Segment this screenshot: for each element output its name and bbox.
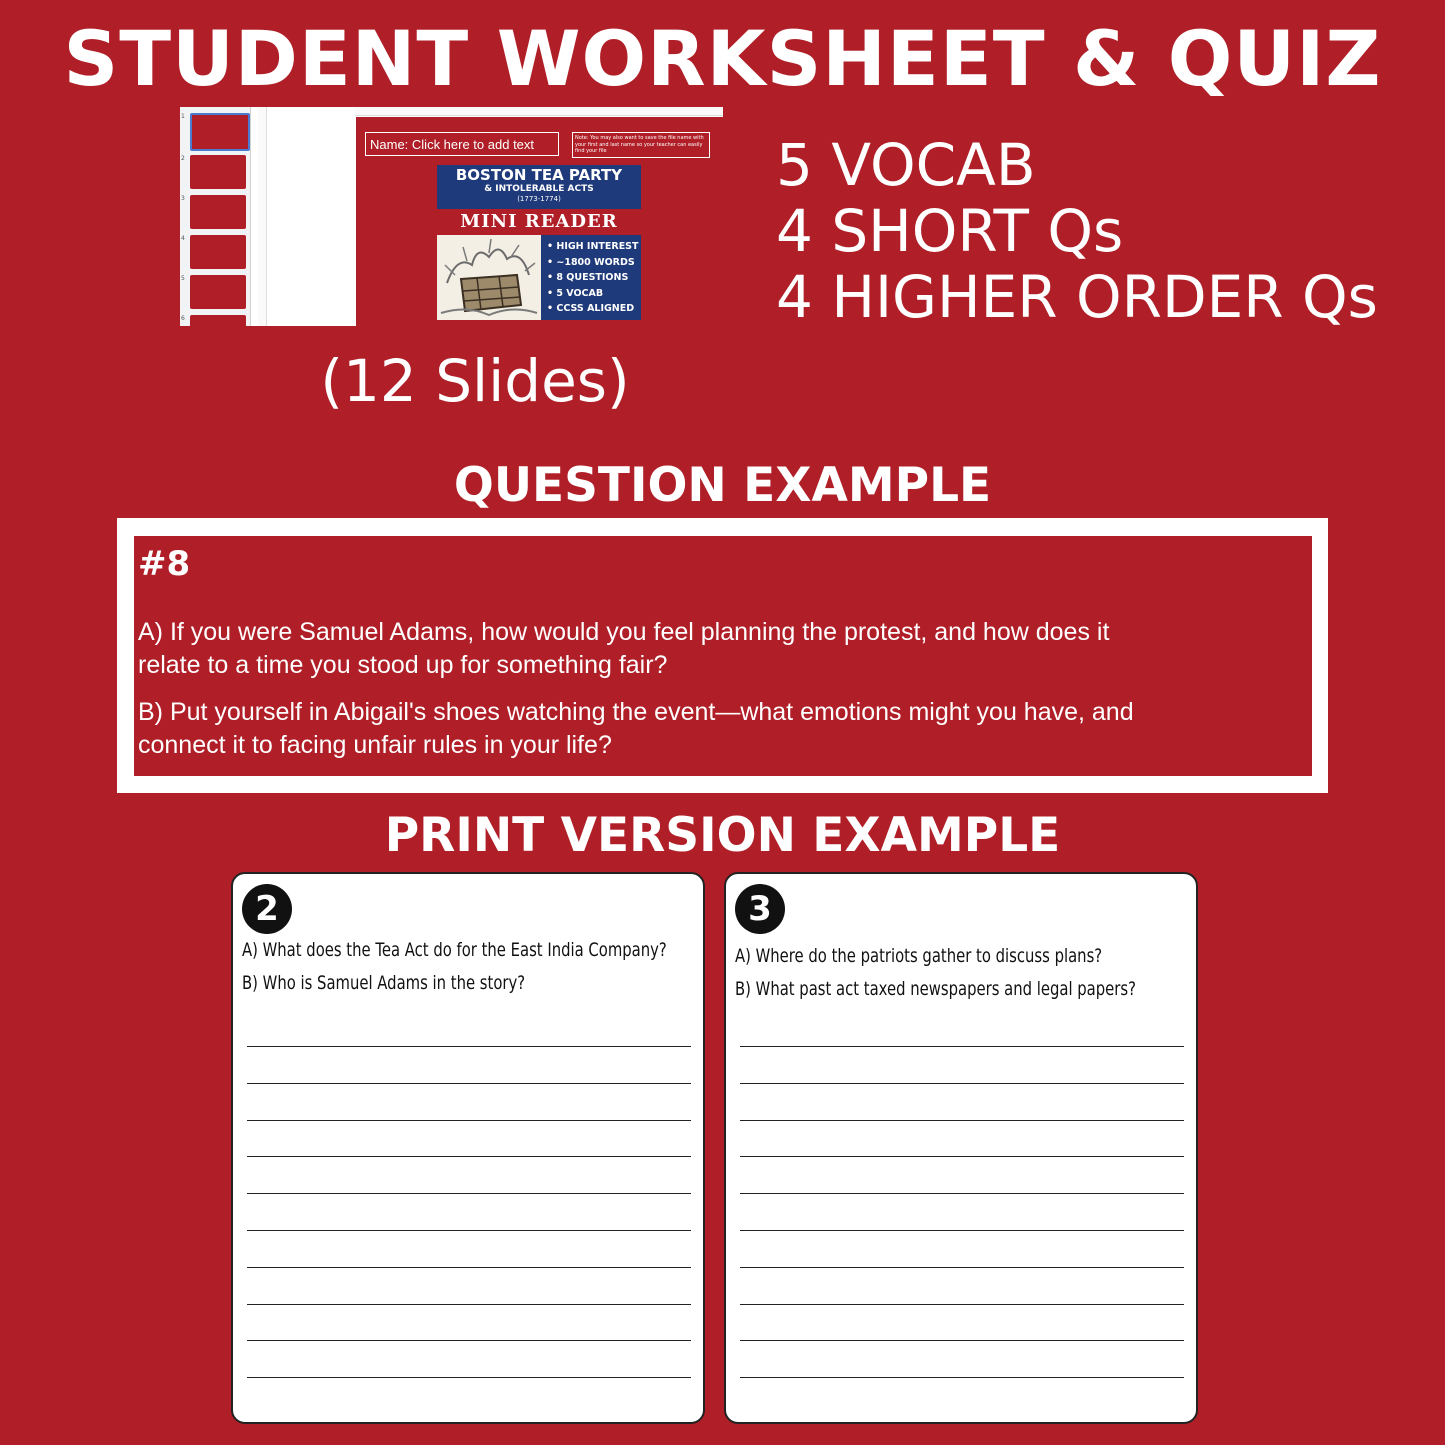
slide-thumbnail[interactable] <box>190 113 250 151</box>
stat-short-questions: 4 SHORT Qs <box>776 197 1124 265</box>
thumb-number: 6 <box>181 315 185 322</box>
mini-reader-label: MINI READER <box>460 211 618 232</box>
slide-thumbnail-panel <box>180 107 251 326</box>
question-number: #8 <box>138 544 191 584</box>
thumb-number: 5 <box>181 275 185 282</box>
slide-thumbnail[interactable] <box>190 235 246 269</box>
cover-subtitle: & INTOLERABLE ACTS <box>484 184 594 194</box>
print-card-2 <box>231 872 705 1424</box>
answer-line[interactable] <box>740 1193 1184 1194</box>
bullet-item: • ~1800 WORDS <box>547 256 635 268</box>
answer-line[interactable] <box>247 1193 691 1194</box>
question-b-line-1: B) Put yourself in Abigail's shoes watching the event—what emotions might you have, and <box>138 698 1134 726</box>
answer-line[interactable] <box>740 1156 1184 1157</box>
bullet-item: • CCSS ALIGNED <box>547 303 635 314</box>
answer-line[interactable] <box>247 1083 691 1084</box>
cover-title: BOSTON TEA PARTY <box>455 166 623 184</box>
name-text-box[interactable]: Name: Click here to add text <box>365 132 559 156</box>
answer-line[interactable] <box>247 1120 691 1121</box>
cover-years: (1773-1774) <box>517 195 561 203</box>
bullet-item: • HIGH INTEREST <box>547 241 639 252</box>
vertical-ruler <box>258 107 267 326</box>
answer-line[interactable] <box>740 1340 1184 1341</box>
slide-canvas <box>356 117 723 326</box>
cover-bullet-list <box>541 235 641 320</box>
answer-line[interactable] <box>740 1377 1184 1378</box>
answer-line[interactable] <box>247 1340 691 1341</box>
answer-line[interactable] <box>247 1304 691 1305</box>
answer-line[interactable] <box>247 1156 691 1157</box>
answer-line[interactable] <box>247 1267 691 1268</box>
stats-list <box>776 132 1416 330</box>
answer-line[interactable] <box>247 1230 691 1231</box>
print-card-3 <box>724 872 1198 1424</box>
bullet-item: • 8 QUESTIONS <box>547 272 629 283</box>
cover-title-band <box>437 165 641 209</box>
answer-line[interactable] <box>740 1230 1184 1231</box>
print-version-title: PRINT VERSION EXAMPLE <box>384 808 1061 863</box>
question-example-slide <box>134 536 1312 776</box>
card-question-a: A) What does the Tea Act do for the East India Company? <box>242 939 667 961</box>
thumb-number: 2 <box>181 155 185 162</box>
slide-thumbnail[interactable] <box>190 315 246 326</box>
stat-higher-order-questions: 4 HIGHER ORDER Qs <box>776 263 1378 331</box>
answer-line[interactable] <box>740 1083 1184 1084</box>
bullet-item: • 5 VOCAB <box>547 287 604 299</box>
question-example-title: QUESTION EXAMPLE <box>453 458 992 513</box>
slide-thumbnail[interactable] <box>190 195 246 229</box>
answer-line[interactable] <box>740 1267 1184 1268</box>
tea-crate-illustration <box>437 235 541 320</box>
card-question-b: B) What past act taxed newspapers and legal papers? <box>735 978 1136 1000</box>
question-number-badge: 2 <box>242 884 292 934</box>
note-text: Note: You may also want to save the file name with your first and last name so your teacher can easily find your file <box>572 132 710 158</box>
page-title: STUDENT WORKSHEET & QUIZ <box>63 14 1382 103</box>
card-question-b: B) Who is Samuel Adams in the story? <box>242 972 526 994</box>
question-b-line-2: connect it to facing unfair rules in your life? <box>138 731 612 759</box>
card-question-a: A) Where do the patriots gather to discuss plans? <box>735 945 1103 967</box>
answer-line[interactable] <box>247 1377 691 1378</box>
thumb-number: 1 <box>181 113 185 120</box>
question-number-badge: 3 <box>735 884 785 934</box>
question-a-line-2: relate to a time you stood up for something fair? <box>138 651 668 679</box>
answer-line[interactable] <box>740 1046 1184 1047</box>
answer-line[interactable] <box>247 1046 691 1047</box>
answer-line[interactable] <box>740 1120 1184 1121</box>
slide-thumbnail[interactable] <box>190 275 246 309</box>
horizontal-ruler <box>355 107 723 116</box>
question-a-line-1: A) If you were Samuel Adams, how would you feel planning the protest, and how does it <box>138 618 1110 646</box>
thumb-number: 3 <box>181 195 185 202</box>
thumb-number: 4 <box>181 235 185 242</box>
slides-screenshot <box>180 107 723 326</box>
slides-count: (12 Slides) <box>320 347 630 415</box>
answer-line[interactable] <box>740 1304 1184 1305</box>
stat-vocab: 5 VOCAB <box>776 131 1036 199</box>
slide-thumbnail[interactable] <box>190 155 246 189</box>
